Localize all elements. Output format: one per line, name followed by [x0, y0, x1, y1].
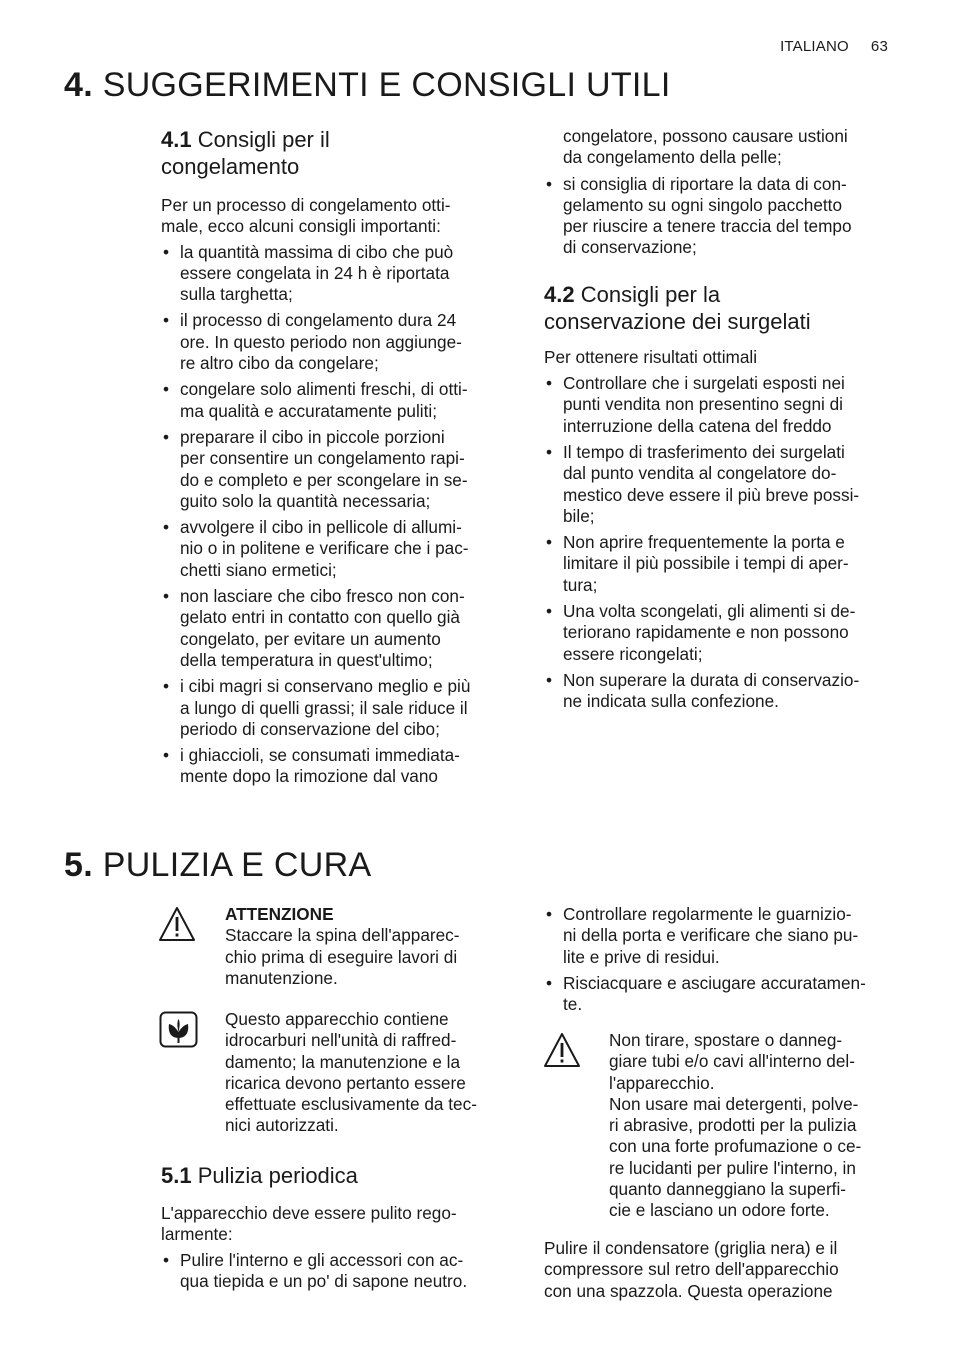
list-item-line: per consentire un congelamento rapi- [180, 448, 465, 469]
warning-line: Non usare mai detergenti, polve- [609, 1093, 859, 1114]
list-item-line: • i cibi magri si conservano meglio e più [180, 676, 471, 697]
note-line: ricarica devono pertanto essere [225, 1072, 466, 1093]
section-4-title [64, 66, 671, 105]
page-header [758, 38, 888, 55]
list-item-line: ma qualità e accuratamente puliti; [180, 400, 437, 421]
intro-line: male, ecco alcuni consigli importanti: [161, 216, 441, 237]
list-item-line: qua tiepida e un po' di sapone neutro. [180, 1270, 468, 1291]
list-item-line: • i ghiaccioli, se consumati immediata- [180, 745, 460, 766]
list-item-line: periodo di conservazione del cibo; [180, 718, 440, 739]
freezing-tip-continuation [544, 126, 904, 169]
warning-line: ri abrasive, prodotti per la pulizia [609, 1115, 857, 1136]
list-item [161, 586, 521, 671]
header-language: ITALIANO [780, 38, 849, 55]
section-5-title-text: PULIZIA E CURA [102, 846, 372, 884]
freezing-tips-list-continued [544, 174, 904, 259]
list-item-line: • Controllare che i surgelati esposti nei [563, 373, 845, 394]
list-item-line: • non lasciare che cibo fresco non con- [180, 586, 465, 607]
list-item-line: essere ricongelati; [563, 643, 703, 664]
list-item-line: gelato entri in contatto con quello già [180, 607, 460, 628]
subsection-4-1-title [161, 126, 521, 180]
list-item-line: • congelare solo alimenti freschi, di otti- [180, 379, 468, 400]
section-4-number: 4. [64, 66, 93, 104]
section-4-right-column [544, 126, 904, 718]
list-item [544, 904, 904, 968]
section-4-title-text: SUGGERIMENTI E CONSIGLI UTILI [102, 66, 671, 104]
list-item-line: essere congelata in 24 h è riportata [180, 262, 450, 283]
list-item-line: gelamento su ogni singolo pacchetto [563, 194, 843, 215]
warning-line: giare tubi e/o cavi all'interno del- [609, 1051, 855, 1072]
paragraph-line: compressore sul retro dell'apparecchio [544, 1259, 839, 1280]
list-item [161, 427, 521, 512]
list-item-line: della temperatura in quest'ultimo; [180, 649, 433, 670]
list-item-line: per riuscire a tenere traccia del tempo [563, 216, 852, 237]
warning-unplug [158, 904, 518, 1004]
subsection-4-2-number: 4.2 [544, 281, 575, 307]
list-item [161, 379, 521, 422]
warning-heading: ATTENZIONE [225, 904, 334, 924]
list-item [544, 373, 904, 437]
list-item [544, 670, 904, 713]
section-5-number: 5. [64, 846, 93, 884]
note-line: nici autorizzati. [225, 1115, 339, 1136]
subsection-4-2-title-line2: conservazione dei surgelati [544, 308, 811, 334]
continuation-line: congelatore, possono causare ustioni [563, 126, 848, 146]
warning-cleaning-text [609, 1030, 909, 1222]
list-item [161, 745, 521, 788]
list-item-line: ore. In questo periodo non aggiunge- [180, 331, 462, 352]
list-item-line: congelato, per evitare un aumento [180, 628, 441, 649]
list-item-line: • Pulire l'interno e gli accessori con ac- [180, 1249, 464, 1270]
list-item-line: mestico deve essere il più breve possi- [563, 484, 860, 505]
list-item-line: nio o in politene e verificare che i pac- [180, 538, 469, 559]
list-item-line: • Una volta scongelati, gli alimenti si de- [563, 601, 856, 622]
list-item-line: teriorano rapidamente e non possono [563, 622, 849, 643]
note-line: idrocarburi nell'unità di raffred- [225, 1030, 457, 1051]
list-item [161, 517, 521, 581]
refrigerant-note [158, 1009, 518, 1139]
warning-line: Staccare la spina dell'apparec- [225, 925, 460, 946]
list-item-line: do e completo e per scongelare in se- [180, 469, 468, 490]
section-5-title [64, 846, 371, 885]
list-item-line: tura; [563, 574, 598, 595]
warning-line: con una forte profumazione o ce- [609, 1136, 862, 1157]
list-item-line: re altro cibo da congelare; [180, 353, 379, 374]
warning-line: re lucidanti per pulire l'interno, in [609, 1157, 856, 1178]
list-item-line: interruzione della catena del freddo [563, 415, 832, 436]
warning-line: quanto danneggiano la superfi- [609, 1179, 846, 1200]
subsection-4-1-title-line1: Consigli per il [197, 127, 330, 152]
warning-triangle-icon [543, 1032, 581, 1068]
list-item-line: • si consiglia di riportare la data di con- [563, 173, 847, 194]
list-item-line: a lungo di quelli grassi; il sale riduce il [180, 697, 468, 718]
list-item-line: chetti siano ermetici; [180, 559, 337, 580]
list-item-line: • Controllare regolarmente le guarnizio- [563, 904, 852, 924]
condenser-cleaning-paragraph [544, 1238, 904, 1302]
list-item [544, 532, 904, 596]
list-item [161, 242, 521, 306]
list-item-line: dal punto vendita al congelatore do- [563, 463, 837, 484]
list-item [161, 310, 521, 374]
storage-tips-list [544, 373, 904, 712]
list-item [544, 442, 904, 527]
subsection-5-1 [161, 1162, 521, 1297]
subsection-4-1-intro [161, 195, 521, 238]
list-item-line: • Risciacquare e asciugare accuratamen- [563, 972, 866, 993]
list-item-line: sulla targhetta; [180, 284, 293, 305]
warning-line: Non tirare, spostare o danneg- [609, 1030, 843, 1050]
intro-line: larmente: [161, 1224, 233, 1245]
refrigerant-note-text [225, 1009, 525, 1137]
list-item-line: • Non superare la durata di conservazio- [563, 669, 860, 690]
cleaning-steps-list-continued [544, 904, 904, 1015]
warning-line: cie e lasciano un odore forte. [609, 1200, 830, 1221]
subsection-4-1-number: 4.1 [161, 127, 192, 152]
list-item-line: • Non aprire frequentemente la porta e [563, 532, 845, 553]
list-item-line: punti vendita non presentino segni di [563, 394, 843, 415]
subsection-4-1-title-line2: congelamento [161, 154, 300, 179]
list-item-line: lite e prive di residui. [563, 946, 720, 967]
list-item [544, 601, 904, 665]
list-item-line: • preparare il cibo in piccole porzioni [180, 426, 445, 447]
freezing-tips-list [161, 242, 521, 788]
list-item-line: limitare il più possibile i tempi di aper- [563, 553, 849, 574]
list-item-line: te. [563, 994, 583, 1015]
intro-line: L'apparecchio deve essere pulito rego- [161, 1203, 457, 1223]
warning-line: l'apparecchio. [609, 1072, 715, 1093]
intro-line: Per un processo di congelamento otti- [161, 195, 451, 215]
warning-cleaning [543, 1030, 903, 1230]
subsection-5-1-title [161, 1162, 521, 1189]
list-item-line: • Il tempo di trasferimento dei surgelati [563, 441, 845, 462]
subsection-5-1-intro [161, 1203, 521, 1246]
warning-line: chio prima di eseguire lavori di [225, 946, 458, 967]
list-item-line: • la quantità massima di cibo che può [180, 241, 454, 262]
subsection-4-2-title-line1: Consigli per la [580, 281, 721, 307]
warning-triangle-icon [158, 906, 196, 942]
subsection-4-2-title [544, 281, 904, 335]
list-item [161, 1250, 521, 1293]
subsection-5-1-number: 5.1 [161, 1163, 192, 1188]
list-item-line: mente dopo la rimozione dal vano [180, 766, 438, 787]
list-item [544, 174, 904, 259]
warning-unplug-text [225, 904, 525, 989]
environment-icon [159, 1011, 199, 1049]
paragraph-line: con una spazzola. Questa operazione [544, 1280, 833, 1301]
section-4-left-column [161, 126, 521, 793]
list-item-line: • avvolgere il cibo in pellicole di allumi- [180, 517, 462, 538]
note-line: effettuate esclusivamente da tec- [225, 1094, 477, 1115]
continuation-line: da congelamento della pelle; [563, 147, 782, 168]
list-item [161, 676, 521, 740]
note-line: Questo apparecchio contiene [225, 1009, 449, 1029]
list-item-line: bile; [563, 505, 595, 526]
paragraph-line: Pulire il condensatore (griglia nera) e il [544, 1238, 838, 1258]
subsection-4-2-intro: Per ottenere risultati ottimali [544, 346, 758, 367]
list-item-line: • il processo di congelamento dura 24 [180, 310, 457, 331]
list-item-line: guito solo la quantità necessaria; [180, 490, 431, 511]
list-item-line: di conservazione; [563, 237, 697, 258]
cleaning-steps-list [161, 1250, 521, 1293]
note-line: damento; la manutenzione e la [225, 1051, 461, 1072]
list-item [544, 973, 904, 1016]
list-item-line: ni della porta e verificare che siano pu- [563, 925, 859, 946]
list-item-line: ne indicata sulla confezione. [563, 691, 779, 712]
section-5-right-column [544, 904, 904, 1020]
warning-line: manutenzione. [225, 967, 338, 988]
subsection-5-1-title-text: Pulizia periodica [197, 1163, 358, 1188]
page-number: 63 [870, 38, 888, 55]
